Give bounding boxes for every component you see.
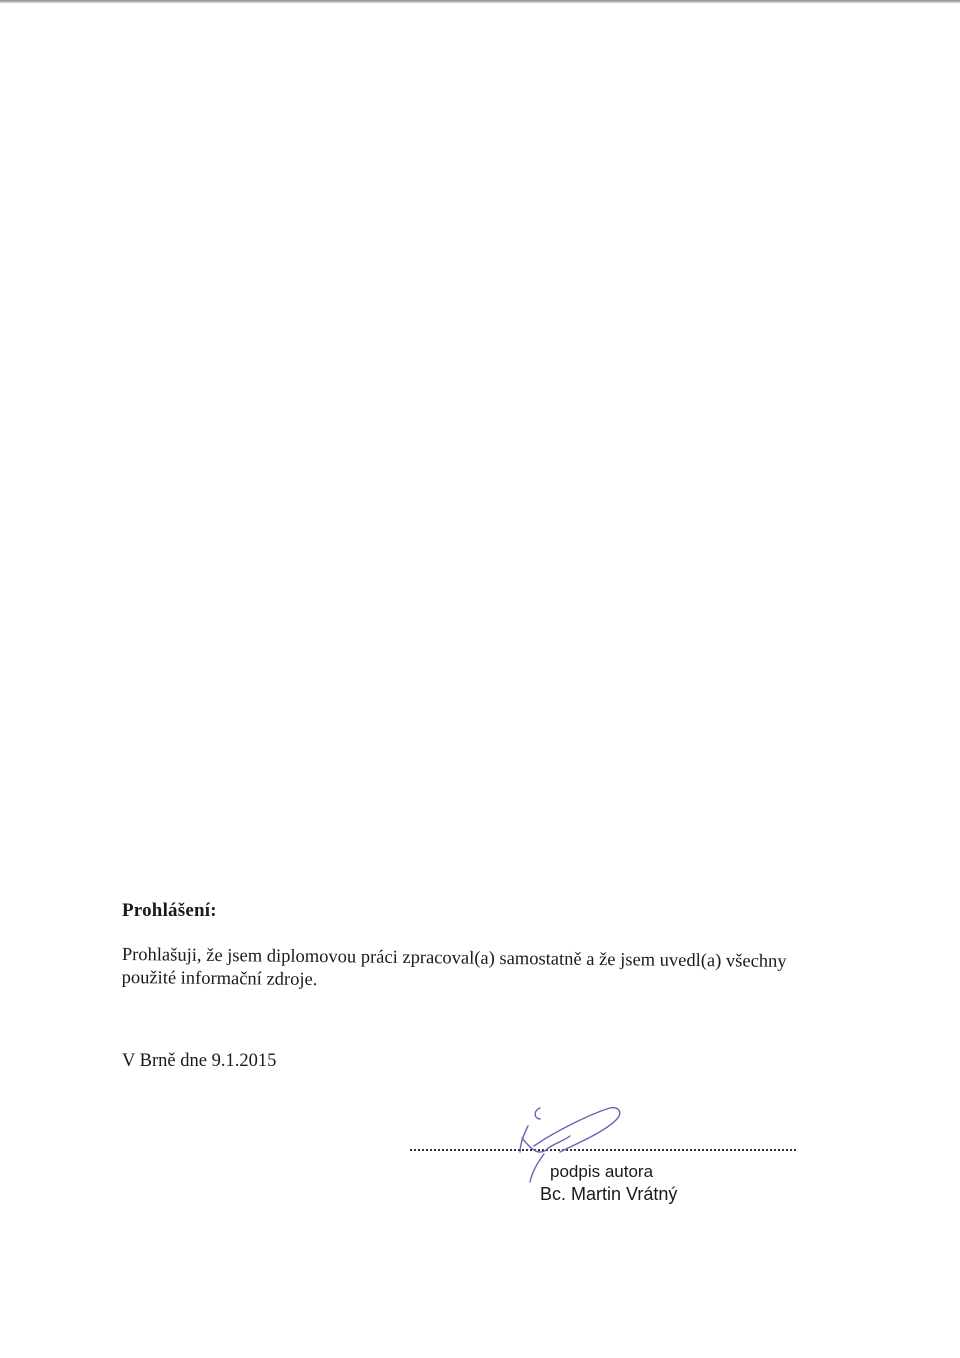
scan-edge	[0, 0, 960, 3]
declaration-text	[122, 944, 822, 997]
declaration-line: Prohlašuji, že jsem diplomovou práci zpracoval(a) samostatně a že jsem uvedl(a) všechny	[121, 944, 787, 972]
declaration-heading: Prohlášení:	[122, 900, 217, 921]
signature-label: podpis autora	[550, 1162, 654, 1181]
place-and-date: V Brně dne 9.1.2015	[122, 1051, 277, 1071]
author-name: Bc. Martin Vrátný	[540, 1184, 678, 1204]
declaration-line: použité informační zdroje.	[121, 967, 318, 991]
